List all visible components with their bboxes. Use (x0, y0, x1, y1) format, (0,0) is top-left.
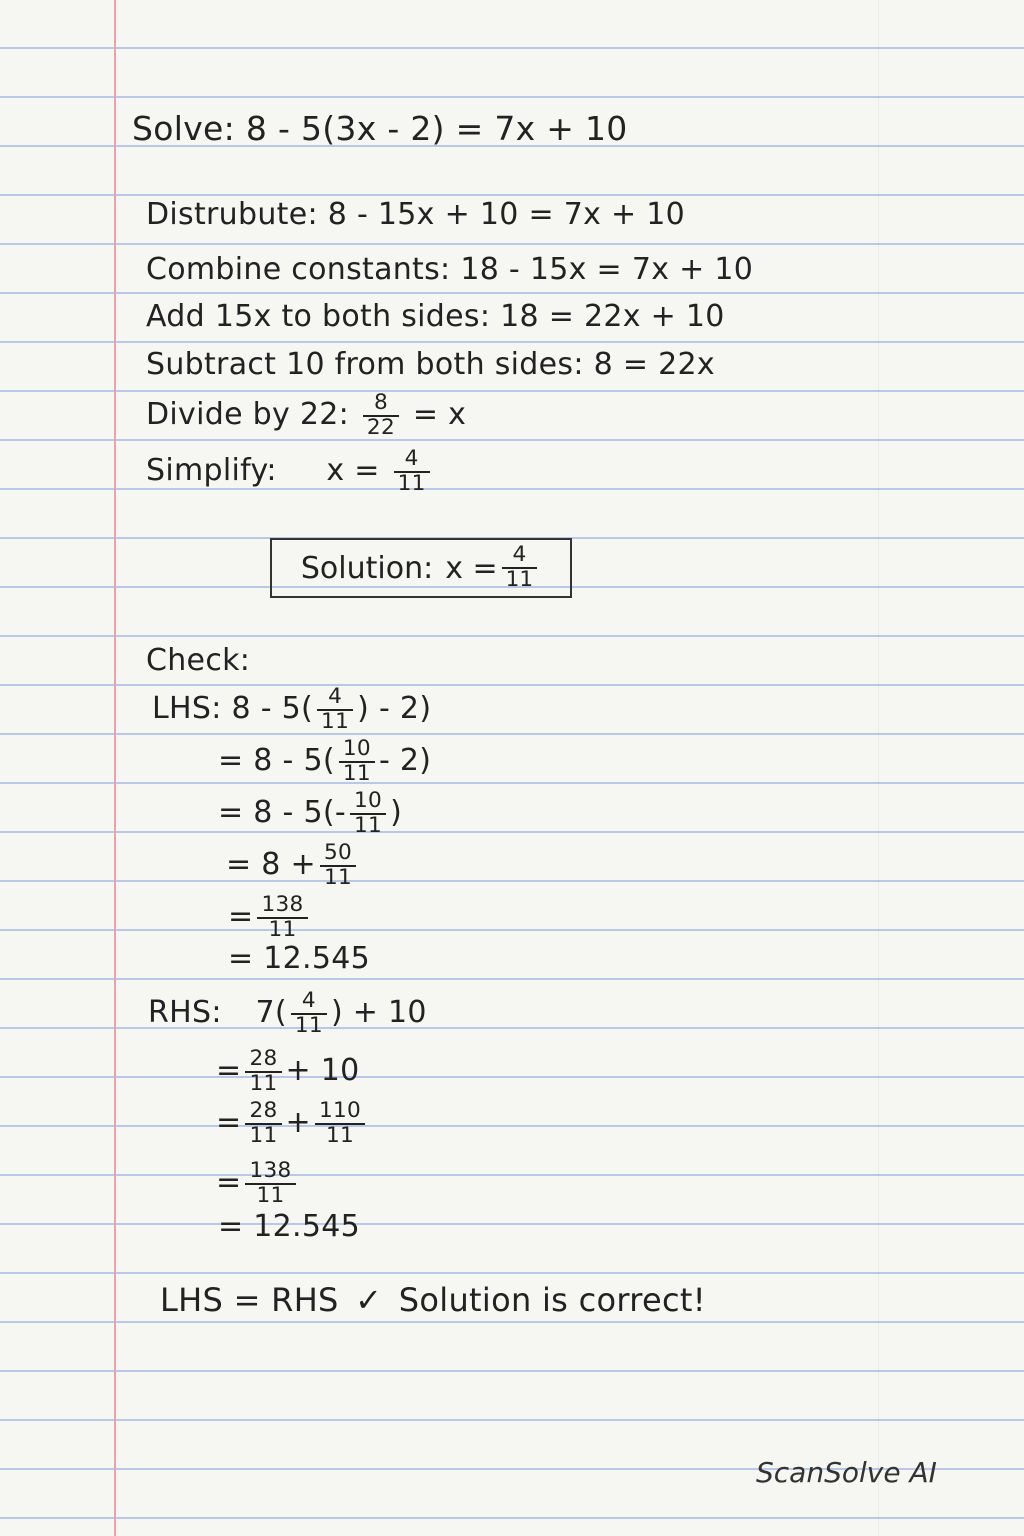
step-label: Simplify: (146, 453, 277, 489)
step-distribute (146, 197, 686, 232)
lhs-label: LHS: (152, 691, 222, 727)
fraction: $\frac{4}{11}$ (394, 448, 430, 495)
step-label: Divide by 22: (146, 397, 350, 433)
step-expr: 18 - 15x = 7x + 10 (460, 252, 754, 287)
fraction: $\frac{28}{11}$ (245, 1048, 281, 1095)
rhs-line-5: = 12.545 (218, 1209, 361, 1244)
conclusion-eq: LHS = RHS (160, 1281, 339, 1319)
fraction: $\frac{138}{11}$ (245, 1160, 295, 1207)
fraction: $\frac{4}{11}$ (291, 990, 327, 1037)
fraction: $\frac{110}{11}$ (315, 1100, 365, 1147)
step-expr: 18 = 22x + 10 (500, 299, 725, 334)
margin-line (114, 0, 116, 1536)
fraction: $\frac{4}{11}$ (502, 544, 537, 591)
fraction: $\frac{28}{11}$ (245, 1100, 281, 1147)
problem-equation: 8 - 5(3x - 2) = 7x + 10 (245, 109, 628, 148)
problem-label: Solve: (132, 109, 236, 148)
step-simplify (146, 448, 434, 495)
step-add (146, 299, 725, 334)
step-label: Combine constants: (146, 252, 451, 287)
step-expr: x = (326, 453, 380, 489)
conclusion-line (160, 1281, 706, 1319)
rhs-line-3: = $\frac{28}{11}$ + $\frac{110}{11}$ (216, 1100, 369, 1147)
solution-label: Solution: (300, 550, 434, 586)
lhs-line-6: = 12.545 (228, 941, 371, 976)
lhs-line-2: = 8 - 5( $\frac{10}{11}$ - 2) (218, 736, 432, 786)
solution-box (270, 538, 572, 598)
lhs-line-3: = 8 - 5(- $\frac{10}{11}$ ) (218, 788, 403, 838)
rhs-line-4: = $\frac{138}{11}$ (216, 1160, 300, 1207)
paper-fold (878, 0, 879, 1536)
solution-expr: x = (445, 550, 498, 586)
step-subtract (146, 347, 715, 382)
step-expr: 8 - 15x + 10 = 7x + 10 (327, 197, 686, 232)
rhs-label: RHS: (148, 995, 222, 1031)
checkmark-icon: ✓ (355, 1281, 383, 1319)
lhs-line-5: = $\frac{138}{11}$ (228, 894, 312, 941)
lhs-line-4: = 8 + $\frac{50}{11}$ (226, 842, 360, 889)
rhs-line-1: RHS: 7( $\frac{4}{11}$ ) + 10 (148, 988, 427, 1038)
fraction: $\frac{50}{11}$ (320, 842, 356, 889)
fraction: $\frac{138}{11}$ (257, 894, 307, 941)
rhs-line-2: = $\frac{28}{11}$ + 10 (216, 1046, 360, 1096)
fraction: $\frac{10}{11}$ (350, 790, 386, 837)
fraction: $\frac{8}{22}$ (363, 392, 399, 439)
step-label: Distrubute: (146, 197, 318, 232)
fraction: $\frac{10}{11}$ (339, 738, 375, 785)
conclusion-text: Solution is correct! (398, 1281, 706, 1319)
step-expr: 8 = 22x (593, 347, 715, 382)
step-label: Subtract 10 from both sides: (146, 347, 584, 382)
step-divide (146, 392, 466, 439)
step-label: Add 15x to both sides: (146, 299, 491, 334)
fraction: $\frac{4}{11}$ (317, 686, 353, 733)
step-combine (146, 252, 754, 287)
check-heading: Check: (146, 643, 251, 678)
brand-watermark: ScanSolve AI (756, 1456, 937, 1489)
lhs-line-1: LHS: 8 - 5( $\frac{4}{11}$ ) - 2) (152, 684, 432, 734)
problem-line (132, 109, 628, 148)
step-expr: = x (412, 397, 467, 433)
